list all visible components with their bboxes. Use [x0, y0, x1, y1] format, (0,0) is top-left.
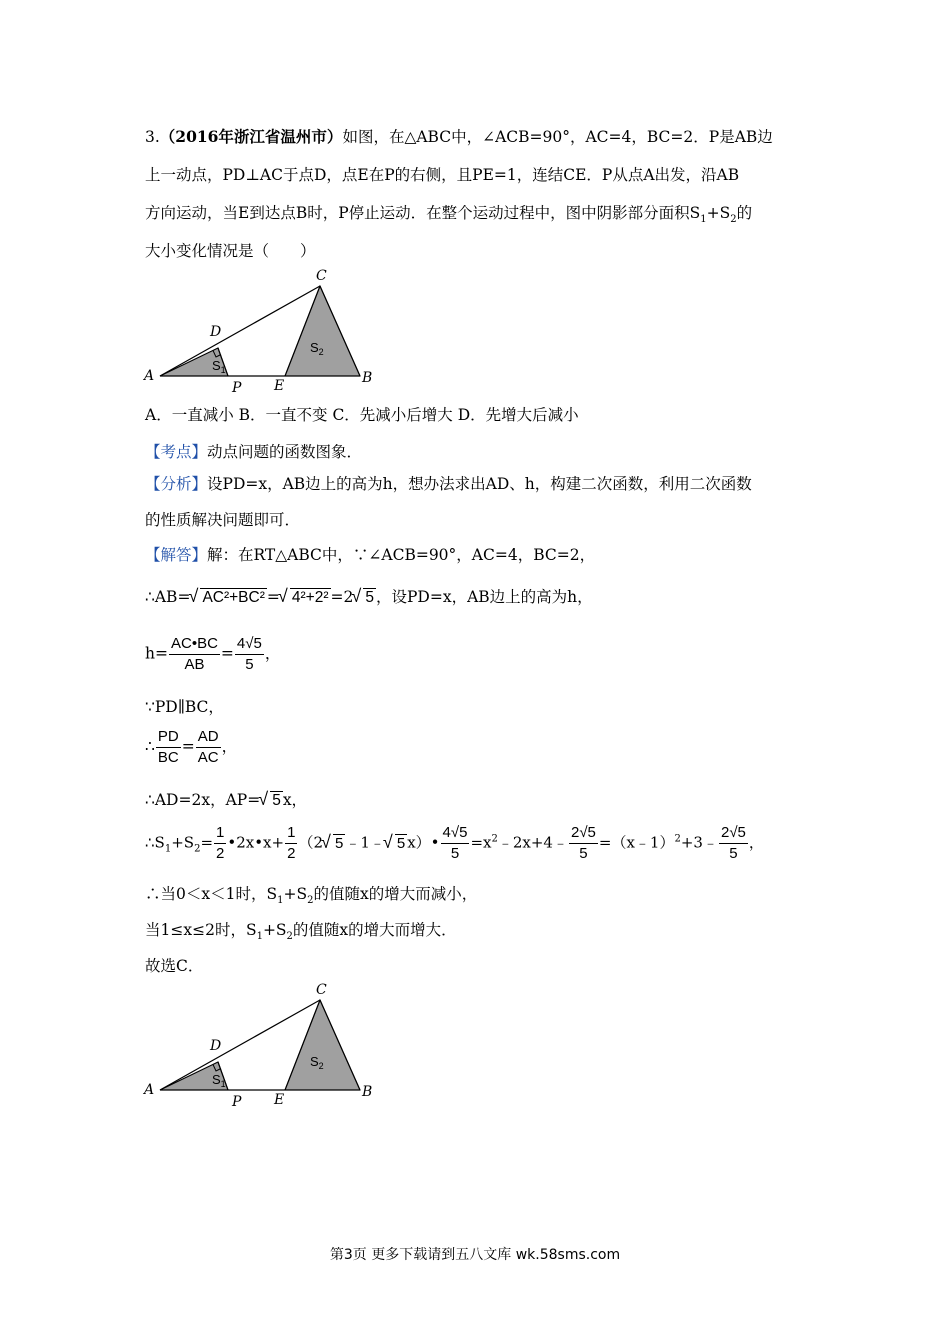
ad-ap-line: ∴AD=2x，AP=√ 5 x，: [145, 789, 307, 812]
label-b: B: [362, 370, 373, 386]
h-equation: h= $\frac{AC•BC}{AB}$ = $\frac{4√5}{5}$ ，: [145, 635, 281, 673]
label-e: E: [274, 378, 285, 394]
problem-line-4: 大小变化情况是（ ）: [145, 242, 316, 260]
problem-line-1: 3.（2016年浙江省温州市）如图，在△ABC中，∠ACB=90°，AC=4，BC=2．P是AB边: [145, 127, 773, 146]
triangle-figure-bottom: [140, 980, 380, 1119]
svg-text:S2: $S_2$: [310, 1054, 324, 1071]
svg-text:S2: $S_2$: [310, 340, 324, 357]
label-d: D: [210, 324, 222, 340]
sqrt-ac-bc: √ AC²+BC²: [190, 587, 266, 609]
svg-text:E: E: [274, 1092, 285, 1108]
label-s1: S: [212, 358, 221, 373]
svg-text:B: B: [362, 1084, 373, 1100]
fraction-ad-ac: $\frac{AD}{AC}$: [197, 728, 219, 766]
svg-text:P: P: [232, 1094, 242, 1110]
svg-text:D: D: [210, 1038, 222, 1054]
sqrt-5: √ 5: [353, 587, 376, 609]
sqrt-4-2: √ 4²+2²: [280, 587, 331, 609]
ab-equation: ∴AB=√ AC²+BC² =√ 4²+2² =2√ 5 ，设PD=x，AB边上的高为h，: [145, 586, 593, 609]
triangle-diagram-2: [140, 980, 380, 1115]
triangle-figure-top: [140, 266, 380, 400]
svg-text:S1: $S_1$: [212, 1072, 226, 1089]
ratio-equation: ∴ $\frac{PD}{BC}$ = $\frac{AD}{AC}$ ，: [145, 728, 238, 766]
answer-choices: A．一直减小 B．一直不变 C．先减小后增大 D．先增大后减小: [145, 406, 579, 424]
fenxi-line: 【分析】设PD=x，AB边上的高为h，想办法求出AD、h，构建二次函数，利用二次函数: [145, 475, 752, 493]
label-s2: S: [310, 340, 319, 355]
problem-line-2: 上一动点，PD⊥AC于点D，点E在P的右侧，且PE=1，连结CE．P从点A出发，沿AB: [145, 166, 740, 184]
label-p: P: [232, 380, 242, 396]
fraction-h: $\frac{AC•BC}{AB}$: [170, 635, 218, 673]
triangle-diagram: [140, 266, 380, 396]
fraction-pd-bc: $\frac{PD}{BC}$: [157, 728, 179, 766]
label-c: C: [316, 268, 327, 284]
label-a: A: [144, 368, 155, 384]
parallel-line: ∵PD∥BC，: [145, 698, 224, 716]
fenxi-line-2: 的性质解决问题即可．: [145, 511, 301, 529]
conclusion-2: 当1≤x≤2时，$S_1+S_2$的值随x的增大而增大．: [145, 921, 457, 943]
conclusion-1: ∴当0＜x＜1时，$S_1+S_2$的值随x的增大而减小，: [145, 885, 478, 907]
svg-text:A: A: [144, 1082, 155, 1098]
jieda-line: 【解答】解：在RT△ABC中，∵∠ACB=90°，AC=4，BC=2，: [145, 546, 596, 564]
fraction-h-value: $\frac{4√5}{5}$: [236, 635, 262, 673]
problem-line-3: 方向运动，当E到达点B时，P停止运动．在整个运动过程中，图中阴影部分面积$S_1+S_2$的: [145, 204, 753, 226]
fenxi-tag: 【分析】: [145, 475, 208, 493]
svg-text:C: C: [316, 982, 327, 998]
kaodian-tag: 【考点】: [145, 443, 208, 461]
area-equation: $\therefore S_1+S_2=$ $\frac{1}{2}$ •2x•x+ $\frac{1}{2}$ （2√ 5 ﹣1﹣√ 5 x）• $\frac{4√5}{5}$ $=x^2﹣2x+4﹣$ $\frac{2√5}{5}$ =（x﹣1）$^2$+3﹣ $\frac{2√5}{5}$ ，: [145, 823, 764, 864]
kaodian-line: 【考点】动点问题的函数图象．: [145, 443, 363, 461]
jieda-tag: 【解答】: [145, 546, 208, 564]
problem-source: （2016年浙江省温州市）: [159, 127, 343, 146]
svg-text:S1: $S_1$: [212, 358, 226, 375]
final-answer: 故选C．: [145, 957, 204, 975]
problem-number: 3.: [145, 128, 160, 146]
page-footer: 第3页 更多下载请到五八文库 wk.58sms.com: [329, 1247, 621, 1263]
